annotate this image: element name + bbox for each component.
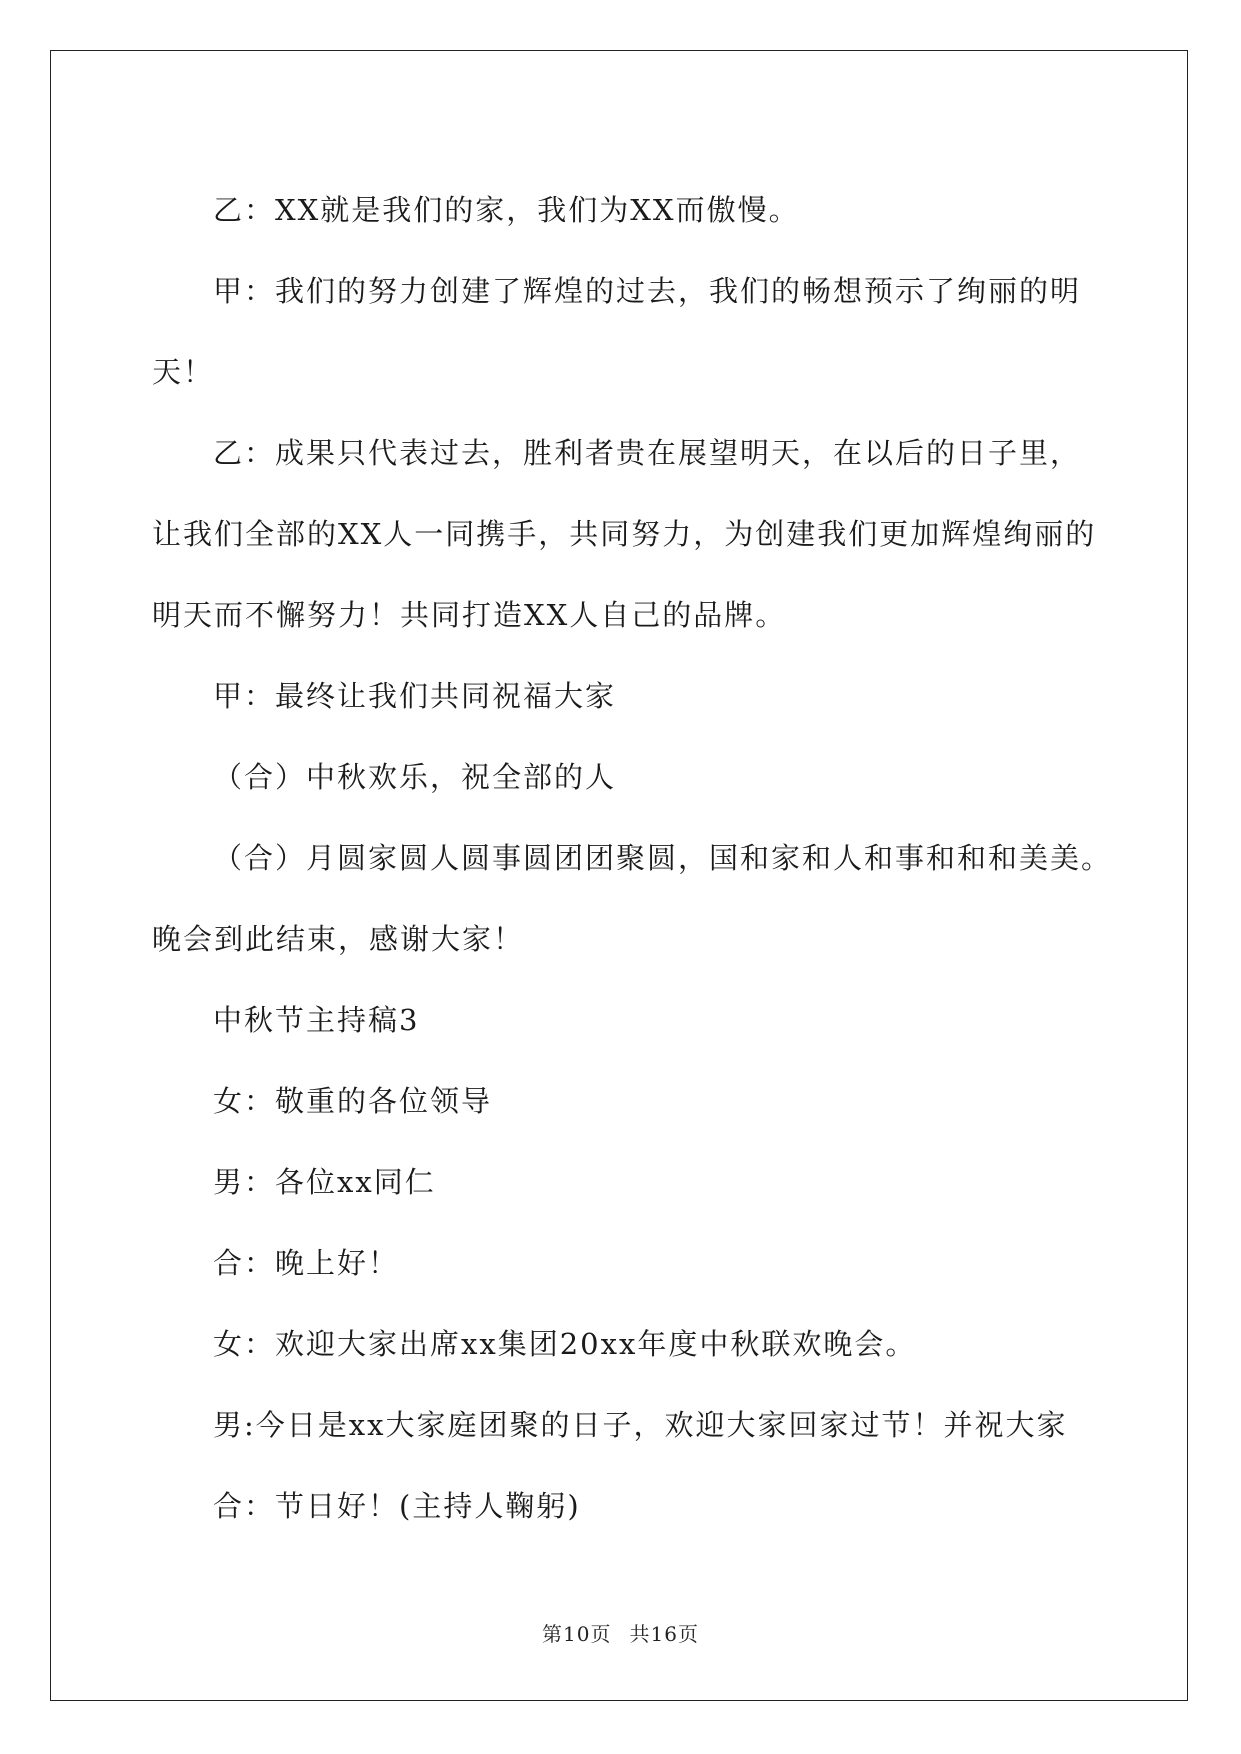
document-body — [152, 170, 1113, 1547]
text-line: 明天而不懈努力！共同打造XX人自己的品牌。 — [152, 598, 787, 632]
text-line: 乙：XX就是我们的家，我们为XX而傲慢。 — [213, 193, 800, 227]
text-line: 甲：我们的努力创建了辉煌的过去，我们的畅想预示了绚丽的明 — [213, 274, 1082, 308]
page-total: 共16页 — [629, 1622, 699, 1646]
text-line: 男:今日是xx大家庭团聚的日子，欢迎大家回家过节！并祝大家 — [213, 1408, 1068, 1442]
text-line: 女：敬重的各位领导 — [213, 1084, 493, 1118]
text-line: 天！ — [152, 355, 215, 389]
text-line: 乙：成果只代表过去，胜利者贵在展望明天，在以后的日子里， — [213, 436, 1082, 470]
text-line: 合：节日好！(主持人鞠躬) — [213, 1489, 581, 1523]
page-footer — [0, 1618, 1241, 1647]
text-line: 合：晚上好！ — [213, 1246, 400, 1280]
text-line: （合）月圆家圆人圆事圆团团聚圆，国和家和人和事和和和美美。 — [213, 841, 1113, 875]
text-line: 让我们全部的XX人一同携手，共同努力，为创建我们更加辉煌绚丽的 — [152, 517, 1097, 551]
text-line: 女：欢迎大家出席xx集团20xx年度中秋联欢晚会。 — [213, 1327, 917, 1361]
text-line: 男：各位xx同仁 — [213, 1165, 436, 1199]
text-line: 晚会到此结束，感谢大家！ — [152, 922, 525, 956]
text-line: 甲：最终让我们共同祝福大家 — [213, 679, 617, 713]
text-line: （合）中秋欢乐，祝全部的人 — [213, 760, 617, 794]
page-number: 第10页 — [542, 1622, 612, 1646]
section-heading: 中秋节主持稿3 — [213, 1003, 420, 1037]
